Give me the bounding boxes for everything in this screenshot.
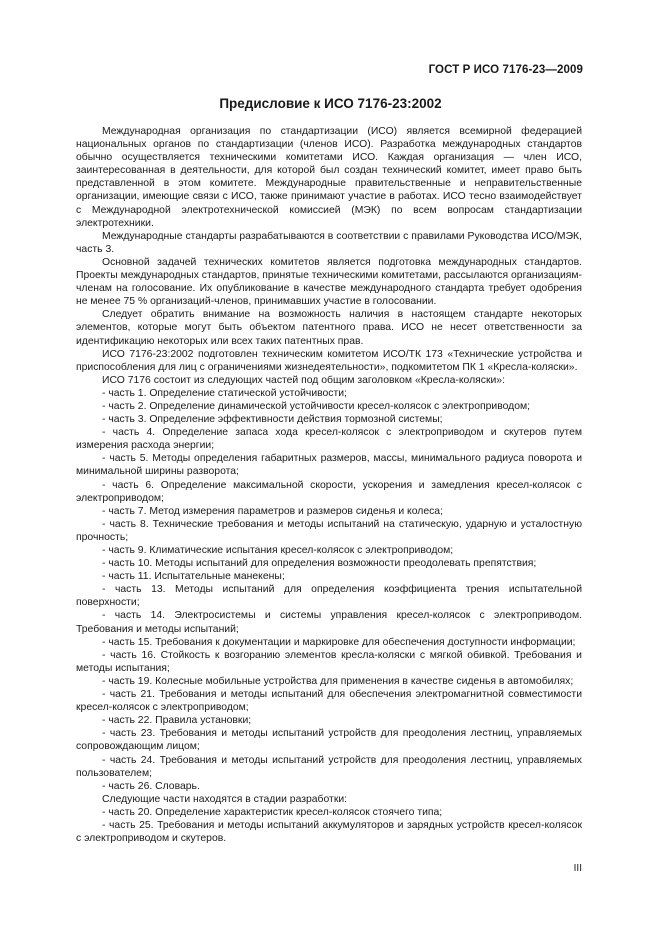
list-item: - часть 11. Испытательные манекены; — [102, 571, 285, 583]
paragraph-parts-intro: ИСО 7176 состоит из следующих частей под общим заголовком «Кресла-коляски»: — [102, 374, 505, 386]
list-item: - часть 19. Колесные мобильные устройства для применения в качестве сиденья в автомобилях; — [102, 675, 574, 687]
list-item: - часть 4. Определение запаса хода кресел-колясок с электроприводом и скутеров путем измерения расхода энергии; — [76, 427, 582, 452]
list-item: - часть 21. Требования и методы испытаний для обеспечения электромагнитной совместимости кресел-колясок с электроприводом; — [76, 689, 582, 714]
list-item: - часть 10. Методы испытаний для определения возможности преодолевать препятствия; — [102, 558, 537, 570]
list-item: - часть 22. Правила установки; — [102, 715, 252, 727]
paragraph-patent: Следует обратить внимание на возможность наличия в настоящем стандарте некоторых элементов, которые могут быть объектом патентного права. ИСО не несет ответственности за идентификацию некоторых или всех таких патентных прав. — [76, 309, 582, 347]
list-item: - часть 23. Требования и методы испытаний устройств для преодоления лестниц, управляемых сопровождающим лицом; — [76, 728, 582, 753]
list-item: - часть 2. Определение динамической устойчивости кресел-колясок с электроприводом; — [102, 400, 531, 412]
list-item: - часть 3. Определение эффективности действия тормозной системы; — [102, 414, 443, 426]
paragraph-in-development: Следующие части находятся в стадии разработки: — [102, 793, 348, 805]
paragraph-tc-task: Основной задачей технических комитетов является подготовка международных стандартов. Проекты международных стандартов, принятые техническими комитетами, рассылаются организациям-членам на голосование. Их опубликование в качестве международного стандарта требует одобрения не менее 75 % организаций-членов, принимавших участие в голосовании. — [76, 256, 582, 308]
list-item: - часть 24. Требования и методы испытаний устройств для преодоления лестниц, управляемых пользователем; — [76, 754, 582, 779]
list-item: - часть 5. Методы определения габаритных размеров, массы, минимального радиуса поворота и минимальной ширины разворота; — [76, 453, 582, 478]
list-item: - часть 8. Технические требования и методы испытаний на статическую, ударную и усталостную прочность; — [76, 518, 582, 543]
standard-header: ГОСТ Р ИСО 7176-23—2009 — [428, 64, 583, 76]
list-item: - часть 13. Методы испытаний для определения коэффициента трения испытательной поверхности; — [76, 584, 582, 609]
list-item: - часть 1. Определение статической устойчивости; — [102, 387, 347, 399]
list-item: - часть 9. Климатические испытания кресел-колясок с электроприводом; — [102, 545, 454, 556]
paragraph-directives: Международные стандарты разрабатываются в соответствии с правилами Руководства ИСО/МЭК, часть 3. — [76, 230, 582, 255]
list-item: - часть 25. Требования и методы испытаний аккумуляторов и зарядных устройств кресел-колясок с электроприводом и скутеров. — [76, 819, 582, 845]
page-number: III — [573, 863, 582, 874]
paragraph-iso-intro: Международная организация по стандартизации (ИСО) является всемирной федерацией национальных органов по стандартизации (членов ИСО). Разработка международных стандартов обычно осуществляется техническими комитетами ИСО. Каждая организация — член ИСО, заинтересованная в деятельности, для которой был создан технический комитет, имеет право быть представленной в этом комитете. Международные правительственные и неправительственные организации, имеющие связи с ИСО, также принимают участие в работах. ИСО тесно взаимодействует с Международной электротехнической комиссией (МЭК) по всем вопросам стандартизации электротехники. — [76, 126, 582, 229]
list-item: - часть 16. Стойкость к возгоранию элементов кресла-коляски с мягкой обивкой. Требования и методы испытания; — [76, 649, 582, 674]
paragraph-prepared-by: ИСО 7176-23:2002 подготовлен техническим комитетом ИСО/ТК 173 «Технические устройства и приспособления для лиц с ограничениями жизнедеятельности», подкомитетом ПК 1 «Кресла-коляски». — [76, 348, 582, 373]
list-item: - часть 15. Требования к документации и маркировке для обеспечения доступности информации; — [102, 636, 576, 648]
page-title: Предисловие к ИСО 7176-23:2002 — [219, 96, 442, 111]
list-item: - часть 26. Словарь. — [102, 780, 200, 792]
list-item: - часть 6. Определение максимальной скорости, ускорения и замедления кресел-колясок с электроприводом; — [76, 479, 582, 504]
body-text — [76, 125, 582, 845]
list-item: - часть 7. Метод измерения параметров и размеров сиденья и колеса; — [102, 505, 443, 517]
list-item: - часть 14. Электросистемы и системы управления кресел-колясок с электроприводом. Требования и методы испытаний; — [76, 610, 582, 635]
list-item: - часть 20. Определение характеристик кресел-колясок стоячего типа; — [102, 806, 443, 818]
